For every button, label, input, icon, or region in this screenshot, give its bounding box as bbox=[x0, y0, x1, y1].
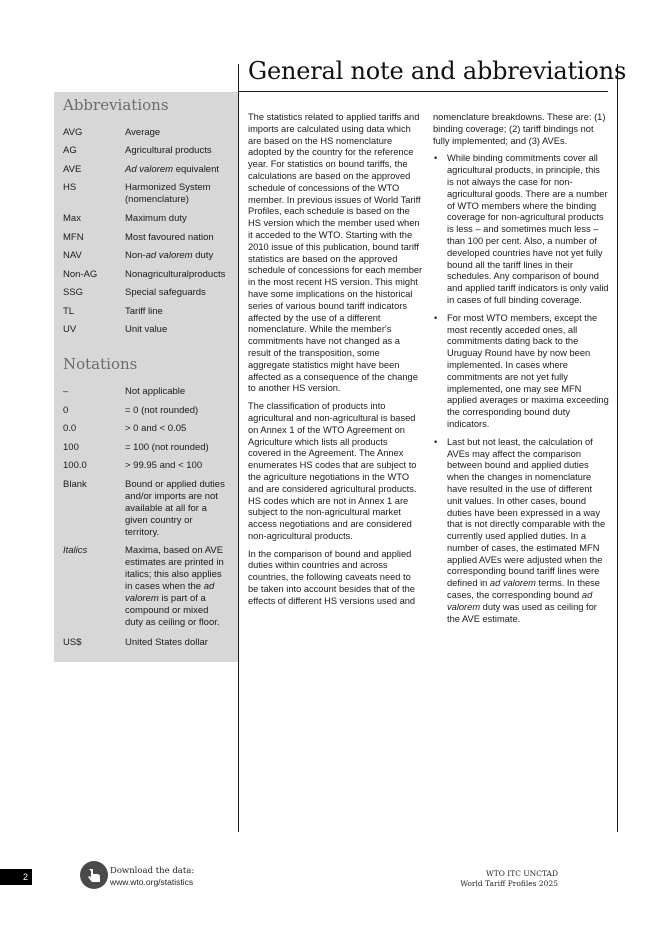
notation-value: United States dollar bbox=[125, 637, 208, 648]
abbr-value: Special safeguards bbox=[125, 287, 206, 298]
abbr-key: AG bbox=[63, 145, 77, 156]
notation-value-rest: is part of a compound or mixed duty as ceiling or floor. bbox=[125, 593, 220, 628]
abbr-value-rest: duty bbox=[192, 250, 214, 261]
notation-value-pre: Maxima, based on AVE estimates are printed in italics; this also applies in cases when the bbox=[125, 545, 224, 592]
abbr-value: Average bbox=[125, 127, 161, 138]
abbr-key: Max bbox=[63, 213, 81, 224]
page-number: 2 bbox=[0, 869, 32, 885]
abbr-key: TL bbox=[63, 306, 75, 317]
abbr-value-italic: Ad valorem bbox=[125, 164, 174, 175]
abbr-key: NAV bbox=[63, 250, 82, 261]
abbr-value: Harmonized System (nomenclature) bbox=[125, 182, 211, 205]
caveats-list bbox=[433, 153, 609, 625]
abbr-value: Tariff line bbox=[125, 306, 163, 317]
abbreviations-heading: Abbreviations bbox=[63, 96, 169, 114]
notation-value: Bound or applied duties and/or imports are not available at all for a given country or territory. bbox=[125, 479, 225, 538]
caveat-not-implemented: • For most WTO members, except the most recently acceded ones, all commitments dating back to the Uruguay Round have by now been implemented. In cases where commitments are not yet fully implemented, one may see MFN applied averages or maxima exceeding the corresponding bound duty indicators. bbox=[433, 313, 609, 431]
notations-heading: Notations bbox=[63, 355, 138, 373]
abbr-key: AVG bbox=[63, 127, 83, 138]
download-title: Download the data: bbox=[110, 866, 195, 876]
caveat-binding-coverage: • While binding commitments cover all agricultural products, in principle, this is not always the case for non-agricultural goods. There are a number of WTO members where the binding coverage for non-agricultural products is less – and sometimes much less – than 100 per cent. Also, a number of developed countries have not yet fully bound all the tariff lines in their schedules. Any comparison of bound and applied tariff indicators is only valid in cases of full binding coverage. bbox=[433, 153, 609, 306]
notation-key: 100.0 bbox=[63, 460, 87, 471]
download-hand-glyph bbox=[80, 861, 108, 889]
abbr-value: Agricultural products bbox=[125, 145, 212, 156]
footer-publication-title: World Tariff Profiles 2025 bbox=[460, 879, 558, 888]
paragraph-hs-nomenclature: The statistics related to applied tariffs and imports are calculated using data which are based on the HS nomenclature adopted by the country for the reference year. For statistics on bound tariffs, the calculations are based on the approved schedule of concessions of the WTO member. In previous issues of World Tariff Profiles, each schedule is based on the HS version which the member used when it acceded to the WTO. Starting with the 2010 issue of this publication, bound tariff statistics are based on the approved schedule of concessions for each member in the most recent HS version. This might have some implications on the historical series of various bound tariff indicators affected by the use of a different nomenclature. While the member's commitments have not changed as a result of the transposition, some aggregate statistics might have been affected as a consequence of the change to another HS version. bbox=[248, 112, 423, 394]
abbr-value bbox=[125, 250, 237, 262]
abbr-value: Unit value bbox=[125, 324, 168, 335]
footer-publisher: WTO ITC UNCTAD bbox=[486, 869, 558, 878]
caveat-aves-italic-1: ad valorem bbox=[489, 578, 536, 589]
abbr-value-italic: ad valorem bbox=[145, 250, 193, 261]
download-hand-icon[interactable] bbox=[80, 861, 108, 889]
abbr-value: Maximum duty bbox=[125, 213, 187, 224]
footer-publication bbox=[460, 869, 558, 889]
rule-left bbox=[238, 64, 239, 832]
notation-value bbox=[125, 545, 228, 629]
abbr-key: UV bbox=[63, 324, 77, 335]
page-title: General note and abbreviations bbox=[248, 57, 627, 85]
download-link[interactable]: www.wto.org/statistics bbox=[110, 877, 194, 887]
abbr-key: MFN bbox=[63, 232, 84, 243]
notation-value: = 0 (not rounded) bbox=[125, 405, 199, 416]
notation-key: – bbox=[63, 386, 69, 397]
notation-key: Blank bbox=[63, 479, 87, 490]
paragraph-comparison: In the comparison of bound and applied duties within countries and across countries, the following caveats need to be taken into account besides that of the effects of different HS versions used and bbox=[248, 548, 416, 606]
paragraph-classification: The classification of products into agricultural and non-agricultural is based on Annex 1 of the WTO Agreement on Agriculture which lists all products covered in the Agreement. The Annex enumerates HS codes that are subject to the agriculture negotiations in the WTO and are considered agricultural products. HS codes which are not in Annex 1 are subject to the non-agricultural market access negotiations and are considered non-agricultural products. bbox=[248, 401, 417, 541]
abbr-key: HS bbox=[63, 182, 77, 193]
notation-value: = 100 (not rounded) bbox=[125, 442, 209, 453]
abbr-key: AVE bbox=[63, 164, 82, 175]
notation-key: 100 bbox=[63, 442, 79, 453]
caveat-aves-text-a: Last but not least, the calculation of AVEs may affect the comparison between bound and applied duties when the changes in nomenclature have resulted in the use of different unit values. In other cases, bound duties have been expressed in a way that is not directly comparable with the currently used applied duties. In a number of cases, the estimated MFN applied AVEs were adjusted when the corresponding bound tariff lines were defined in bbox=[447, 436, 606, 589]
abbr-value-rest: equivalent bbox=[173, 164, 220, 175]
caveat-aves-text-c: duty was used as ceiling for the AVE estimate. bbox=[447, 601, 597, 624]
abbr-value: Most favoured nation bbox=[125, 232, 214, 243]
abbr-key: SSG bbox=[63, 287, 84, 298]
notation-value: Not applicable bbox=[125, 386, 186, 397]
caveat-aves-italic-2: ad valorem bbox=[447, 590, 593, 612]
middle-column bbox=[248, 112, 423, 614]
notation-key: 0.0 bbox=[63, 423, 77, 434]
paragraph-caveats-intro: nomenclature breakdowns. These are: (1) binding coverage; (2) tariff bindings not fully implemented; and (3) AVEs. bbox=[433, 112, 606, 146]
abbr-key: Non-AG bbox=[63, 269, 98, 280]
abbr-value: Nonagriculturalproducts bbox=[125, 269, 226, 280]
notation-value: > 0 and < 0.05 bbox=[125, 423, 187, 434]
abbr-value-pre: Non- bbox=[125, 250, 146, 261]
caveat-aves bbox=[433, 437, 609, 626]
abbreviations-panel bbox=[54, 92, 238, 662]
notation-value-italic: ad valorem bbox=[125, 581, 215, 604]
caveat-aves-text-b: terms. In these cases, the corresponding bound bbox=[447, 578, 600, 601]
abbr-value bbox=[125, 164, 237, 176]
notation-key: Italics bbox=[63, 545, 88, 556]
title-rule bbox=[238, 91, 608, 92]
right-column bbox=[433, 112, 609, 631]
notation-value: > 99.95 and < 100 bbox=[125, 460, 203, 471]
notation-key: 0 bbox=[63, 405, 69, 416]
rule-right bbox=[617, 64, 618, 832]
notation-key: US$ bbox=[63, 637, 82, 648]
download-block bbox=[110, 866, 194, 888]
